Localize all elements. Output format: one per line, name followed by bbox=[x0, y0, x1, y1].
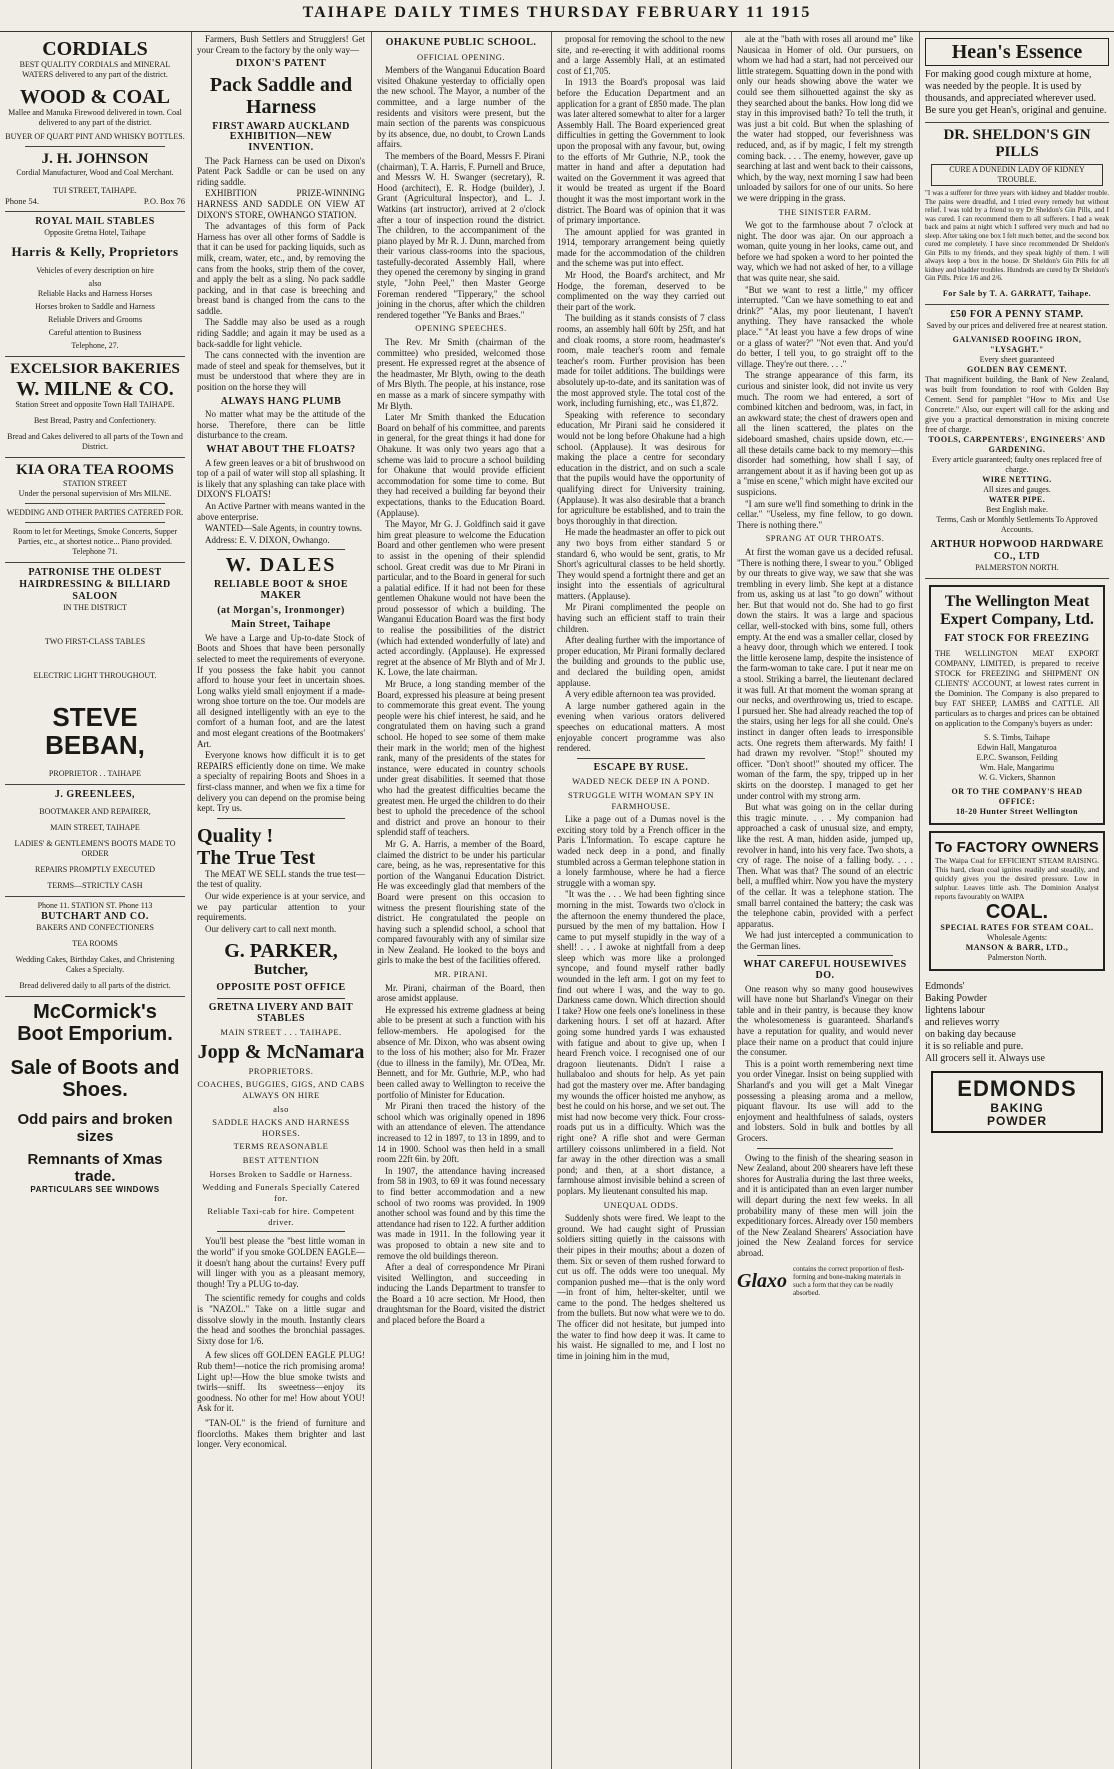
edmonds-line: on baking day because bbox=[925, 1028, 1016, 1040]
article-paragraph: We had just intercepted a communication to the German lines. bbox=[737, 930, 913, 951]
royal-also: also bbox=[88, 279, 102, 288]
article-paragraph: One reason why so many good housewives will have none but Sharland's Vinegar on their table and in their pantry, is because they know the wholesomeness is guaranteed. Sharland's have a reputation for quality, and would never place their name on a product that could injure the consumer. bbox=[737, 983, 913, 1058]
penny-line: WATER PIPE. bbox=[988, 494, 1046, 504]
sheldon-sale: For Sale by T. A. GARRATT, Taihape. bbox=[942, 288, 1092, 298]
beban-proprietor: PROPRIETOR . . TAIHAPE bbox=[48, 769, 142, 778]
meat-buyer: W. G. Vickers, Shannon bbox=[978, 772, 1056, 782]
waipa-title: To FACTORY OWNERS bbox=[935, 838, 1099, 856]
article-paragraph: "It was the . . . We had been fighting since morning in the mist. Towards two o'clock in the afternoon the enemy thundered the place, pursued by the men of my battalion. How I came to put myself stupidly in the way of a shell! . . . I awoke at nightfall from a deep sleep which was more like a prolonged syncope, and found myself rather badly wounded in the left arm. I got on my feet to find out where I was, and the way to go. Darkness came down. Which direction should I take? How one feels one's loneliness in these darkening hours. I set off at hazard. After going some hundred yards I was exhausted with fatigue and about to give up, when I heard French voice. I recognised one of our dragoon lieutenants. Didn't I raise a hullabaloo and shouts for help. As yet pain had got the mastery over me. After bandaging my wounds the officer hoisted me anyhow, as best he could on his horse, and we set out. The mist had now become very thick. Four cross-roads put us in a difficulty. Which was the right one? A rifle shot and were German artillery coissons unlimbered in a field. Not far away in the other direction was a small pond; and then, at a short distance, a farmhouse almost invisible behind a screen of poplars. My lieutenant consulted his map. bbox=[557, 889, 725, 1196]
kia-ora-ad bbox=[5, 458, 185, 563]
dixon-paragraph: Address: E. V. DIXON, Owhango. bbox=[205, 534, 330, 545]
golden-eagle-ad: You'll best please the "best little woman in the world" if you smoke GOLDEN EAGLE—it doesn't hang about the curtains! Every puff will linger with you as a pleasant memory, though! Try a PLUG to-day. bbox=[197, 1236, 365, 1289]
waipa-line: SPECIAL RATES FOR STEAM COAL. bbox=[940, 922, 1094, 932]
article-subtitle: STRUGGLE WITH WOMAN SPY IN FARMHOUSE. bbox=[567, 789, 714, 811]
waipa-line: Wholesale Agents: bbox=[986, 932, 1048, 942]
penny-line: Every sheet guaranteed bbox=[979, 354, 1055, 364]
article-paragraph: Like a page out of a Dumas novel is the exciting story told by a French officer in the Paris L'Information. To escape capture he waded neck deep in a pond, and finally stumbled across a German telephone station in a lonely farmhouse, where he had a fierce struggle with a woman spy. bbox=[557, 814, 725, 888]
article-paragraph: ale at the "bath with roses all around me" like Nausicaa in Homer of old. Our pursuers, on whom we had had a start, had not perceived our little strategem. Squatting down in the pond with only our heads showing above the water we could see them silhouetted against the sky as they searched about the banks. How long did we stay in this improvised bath? To tell the truth, it was just a bit cold. But when the splashing of the water had stopped, our feverishness was reduced, and, as if by magic, I felt my strength coming back. . . . The enemy, however, gave up searching at last and went back to their caissons, which, by the way, next morning I saw had been unloaded by sailors for one of our units. So here we were dripping in the grass. bbox=[737, 34, 913, 203]
mccormick-line: PARTICULARS SEE WINDOWS bbox=[30, 1185, 160, 1194]
royal-line: Reliable Hacks and Harness Horses bbox=[37, 289, 153, 298]
dixon-paragraph: An Active Partner with means wanted in the above enterprise. bbox=[197, 500, 365, 522]
edmonds-brand: EDMONDS bbox=[957, 1075, 1077, 1101]
gretna-line: SADDLE HACKS AND HARNESS HORSES. bbox=[212, 1117, 350, 1138]
royal-owners: Harris & Kelly, Proprietors bbox=[11, 244, 179, 259]
article-paragraph: After dealing further with the importance of proper education, Mr Pirani formally declared the building and grounds to the public use, and declared the building open, amidst applause. bbox=[557, 635, 725, 688]
greenlees-line: REPAIRS PROMPTLY EXECUTED bbox=[35, 865, 155, 874]
article-paragraph: Mr Bruce, a long standing member of the Board, expressed his pleasure at being present to commemorate this great event. The young people were his chief interest, he said, and he congratulated them on having such a grand school. He hoped to see some of them make their mark in the world; men of the highest rank, many of the presidents of the states for instance, were educated in country schools under great disabilities. It seemed that those who had the greatest difficulties became the greatest men. He urged the children to do their best to uphold the precedence of the school and district and prove an honour to their splendid staff of teachers. bbox=[377, 679, 545, 838]
article-paragraph: Mr Pirani complimented the people on having such an efficient staff to train their children. bbox=[557, 602, 725, 634]
greenlees-line: TERMS—STRICTLY CASH bbox=[47, 881, 143, 890]
meat-address: 18-20 Hunter Street Wellington bbox=[956, 806, 1078, 816]
gretna-line: Wedding and Funerals Specially Catered for. bbox=[202, 1182, 360, 1203]
hopwood-hardware-ad bbox=[925, 305, 1109, 579]
article-paragraph: "But we want to rest a little," my officer interrupted. "Can we have something to eat and drink?" "Alas, my poor lieutenant, I haven't anything. They have ransacked the whole place." "At least you have a few drops of wine or a glass of water?" "Not even that. And you'd do better, I tell you, to go straight off to the village. They're out there. . . ." bbox=[737, 284, 913, 369]
royal-line: Horses broken to Saddle and Harness bbox=[35, 302, 155, 311]
glaxo-note: contains the correct proportion of flesh-forming and bone-making materials in such a form that they can be readily absorbed. bbox=[793, 1264, 905, 1297]
article-paragraph: Members of the Wanganui Education Board visited Ohakune yesterday to officially open the new school. The Mayor, a number of the committee, and a large number of the residents and visitors were present, but the main section of the parents was conspicuous by its absence, due, no doubt, to Crown Lands affairs. bbox=[377, 65, 545, 150]
masthead: TAIHAPE DAILY TIMES THURSDAY FEBRUARY 11 1915 bbox=[0, 0, 1114, 32]
dixon-paragraph: A few green leaves or a bit of brushwood on top of a pail of water will stop all splashing. It is likely that any splashing can take place with DIXON'S FLOATS! bbox=[197, 457, 365, 500]
mccormick-line: Boot Emporium. bbox=[17, 1023, 173, 1045]
meat-buyer: Wm. Hale, Mangarimu bbox=[979, 762, 1055, 772]
quality-paragraph: Our delivery cart to call next month. bbox=[205, 923, 337, 934]
waipa-name: MANSON & BARR, LTD., bbox=[965, 942, 1069, 952]
johnson-trade: Cordial Manufacturer, Wood and Coal Merchant. bbox=[16, 168, 174, 177]
dixon-intro: Farmers, Bush Settlers and Strugglers! Get your Cream to the factory by the only way— bbox=[197, 34, 365, 55]
quality-paragraph: The MEAT WE SELL stands the true test—the test of quality. bbox=[197, 868, 365, 890]
sheldon-sub: CURE A DUNEDIN LADY OF KIDNEY TROUBLE. bbox=[931, 164, 1103, 186]
hopwood-town: PALMERSTON NORTH. bbox=[975, 562, 1059, 572]
beban-name: STEVE BEBAN, bbox=[45, 702, 145, 760]
column-2-ads bbox=[192, 32, 370, 1769]
penny-line: WIRE NETTING. bbox=[982, 474, 1052, 484]
wood-coal-body: Mallee and Manuka Firewood delivered in town. Coal delivered to any part of the district. bbox=[8, 108, 182, 127]
parker-opp: OPPOSITE POST OFFICE bbox=[216, 982, 346, 994]
dixon-paragraph: The Pack Harness can be used on Dixon's Patent Pack Saddle or can be used on any riding saddle. bbox=[197, 155, 365, 187]
penny-body: That magnificent building, the Bank of New Zealand, was built from foundation to roof with Golden Bay Cement. Send for pamphlet "How to Mix and Use Concrete." Also, our expert will call for the asking and give you a practical demonstration in mixing concrete free of charge. bbox=[925, 374, 1109, 434]
billiard-line: HAIRDRESSING & BILLIARD bbox=[19, 579, 171, 590]
billiard-line: PATRONISE THE OLDEST bbox=[28, 567, 162, 578]
mccormick-ad bbox=[5, 997, 185, 1200]
gretna-line: BEST ATTENTION bbox=[242, 1154, 320, 1165]
article-paragraph: A very edible afternoon tea was provided. bbox=[565, 689, 716, 700]
dixon-paragraph: The Saddle may also be used as a rough riding Saddle; and again it may be used as a back-saddle for light vehicle. bbox=[197, 317, 365, 349]
article-paragraph: Owing to the finish of the shearing season in New Zealand, about 200 shearers have left these shores for Australia during the last three weeks, and it is anticipated than an even larger number will depart during the next few weeks. In all probability many of these men will join the expeditionary forces. Already over 150 members of the New Zealand Shearers' Association have joined the New Zealand forces for service abroad. bbox=[737, 1152, 913, 1258]
dixon-paragraph: The cans connected with the invention are made of steel and speak for themselves, but it must be understood that where they are in position on the horse they will bbox=[197, 350, 365, 393]
bottle-buyer: BUYER OF QUART PINT AND WHISKY BOTTLES. bbox=[5, 132, 185, 141]
dixon-award: FIRST AWARD AUCKLAND EXHIBITION—NEW INVENTION. bbox=[212, 120, 350, 153]
royal-mail-stables-ad bbox=[5, 212, 185, 357]
dixon-hang: ALWAYS HANG PLUMB bbox=[220, 395, 342, 407]
cordials-body: BEST QUALITY CORDIALS and MINERAL WATERS delivered to any part of the district. bbox=[19, 60, 171, 79]
mccormick-line: McCormick's bbox=[33, 1001, 157, 1023]
parker-name: G. PARKER, bbox=[224, 940, 338, 963]
kiaora-street: STATION STREET bbox=[62, 479, 128, 488]
article-paragraph: proposal for removing the school to the new site, and re-erecting it with additional rooms and a large Assembly Hall, at an estimated cost of £1,705. bbox=[557, 34, 725, 76]
article-paragraph: The building as it stands consists of 7 class rooms, an assembly hall 60ft by 25ft, and hat and cloak rooms, a store room, headmaster's room, male teacher's room and female teacher's room. Further provision has been made for toilet additions. The buildings were absolutely up-to-date, and its sanitation was of the most approved style. The total cost of the work, including furnishing, etc., was £1,872. bbox=[557, 313, 725, 409]
dales-title: W. DALES bbox=[225, 554, 337, 577]
mccormick-line: Sale of Boots and bbox=[10, 1057, 180, 1079]
article-subhead: MR. PIRANI. bbox=[434, 969, 488, 980]
dixon-product: Pack Saddle and Harness bbox=[209, 73, 353, 118]
kiaora-under: Under the personal supervision of Mrs MILNE. bbox=[18, 489, 172, 498]
edmonds-line: and relieves worry bbox=[925, 1016, 1000, 1028]
johnson-street: TUI STREET, TAIHAPE. bbox=[53, 186, 137, 195]
butchart-line: TEA ROOMS bbox=[72, 939, 118, 948]
billiard-line: IN THE DISTRICT bbox=[63, 603, 127, 612]
article-paragraph: Mr Hood, the Board's architect, and Mr Hodge, the foreman, deserved to be complimented on the way they carried out their part of the work. bbox=[557, 270, 725, 312]
article-paragraph: Mr. Pirani, chairman of the Board, then arose amidst applause. bbox=[377, 982, 545, 1004]
johnson-box: P.O. Box 76 bbox=[143, 196, 185, 206]
milne-line: Bread and Cakes delivered to all parts of the Town and District. bbox=[7, 432, 183, 451]
billiard-saloon-ad bbox=[5, 563, 185, 785]
dixon-brand: DIXON'S PATENT bbox=[235, 58, 327, 70]
glaxo-logo: Glaxo bbox=[737, 1269, 787, 1292]
greenlees-ad bbox=[5, 785, 185, 897]
johnson-phone: Phone 54. bbox=[5, 196, 39, 206]
penny-line: GOLDEN BAY CEMENT. bbox=[966, 364, 1068, 374]
sheldon-title: DR. SHELDON'S GIN PILLS bbox=[943, 127, 1091, 160]
penny-sub: Saved by our prices and delivered free at nearest station. bbox=[926, 320, 1108, 330]
dixon-paragraph: WANTED—Sale Agents, in country towns. bbox=[205, 523, 362, 534]
mccormick-line: Remnants of Xmas trade. bbox=[27, 1151, 163, 1185]
edmonds-line: Baking Powder bbox=[925, 992, 987, 1004]
gretna-line: PROPRIETORS. bbox=[248, 1065, 314, 1076]
article-paragraph: In 1907, the attendance having increased from 58 in 1903, to 69 it was found necessary to find better accommodation and a new school of two rooms was provided. In 1909 another school was found and by this time the attendance had risen to 122. A further addition was made in 1911. In the following year it was proposed to obtain a new site and to remove the old buildings thereon. bbox=[377, 1165, 545, 1261]
mccormick-line: sizes bbox=[76, 1128, 114, 1145]
penny-line: Terms, Cash or Monthly Settlements To Approved Accounts. bbox=[936, 514, 1098, 534]
article-subhead: OPENING SPEECHES. bbox=[415, 323, 507, 334]
article-paragraph: A large number gathered again in the evening when various orators delivered speeches on educational matters. A most enjoyable concert programme was also rendered. bbox=[557, 700, 725, 754]
penny-line: GALVANISED ROOFING IRON, "LYSAGHT." bbox=[952, 334, 1082, 354]
article-title: OHAKUNE PUBLIC SCHOOL. bbox=[385, 37, 537, 48]
royal-line: Careful attention to Business bbox=[48, 328, 142, 337]
milne-name: W. MILNE & CO. bbox=[16, 378, 174, 400]
meat-buyer: S. S. Timbs, Taihape bbox=[984, 732, 1050, 742]
penny-line: All sizes and gauges. bbox=[983, 484, 1051, 494]
meat-buyer: Edwin Hall, Mangaturoa bbox=[977, 742, 1057, 752]
edmonds-brand-line: POWDER bbox=[987, 1113, 1047, 1128]
article-paragraph: Suddenly shots were fired. We leapt to the ground. We had caught sight of Prussian soldiers sitting quietly in the caissons with their pipes in their mouths; about a dozen of them. Six or seven of them rushed forward to cut us off. The odds were too unequal. My companion pushed me—that is the only word—in front of him, helter-skelter, until we came to the pond. The hedges sheltered us from the bullets. But now what were we to do. The officer did not hesitate, but jumped into the water to find how deep it was. It came to his waist. He signalled to me, and I lost no time in joining him in the mud, bbox=[557, 1213, 725, 1361]
dales-paragraph: Everyone knows how difficult it is to get REPAIRS efficiently done on time. We make a specialty of repairing Boots and Shoes in a first-class manner, and when we fix a time for delivery you can depend on the promise being kept. Try us. bbox=[197, 750, 365, 814]
hean-title: Hean's Essence bbox=[925, 38, 1109, 66]
edmonds-line: Edmonds' bbox=[925, 980, 965, 992]
gretna-line: Reliable Taxi-cab for hire. Competent driver. bbox=[207, 1206, 355, 1227]
article-paragraph: Speaking with reference to secondary education, Mr Pirani said he considered it would not be long before Ohakune had a high school. (Applause). It was desirous for making the place a centre for secondary education in the district, and on such a scale that the pupils would have the opportunity of qualifying direct for University training. (Applause). It was also desirable that a branch for agriculture be established, and to train the boys thoroughly in that direction. bbox=[557, 409, 725, 526]
glaxo-ad bbox=[737, 1265, 913, 1297]
greenlees-line: LADIES' & GENTLEMEN'S BOOTS MADE TO ORDER bbox=[14, 839, 176, 858]
edmonds-brand-line: BAKING bbox=[990, 1100, 1044, 1115]
waipa-body: The Waipa Coal for EFFICIENT STEAM RAISING. This hard, clean coal ignites readily and steadily, and quickly gives you the desired pressure. Low in sulphur. Leaves little ash. The Dominion Analyst reports favourably on WAIPA bbox=[935, 855, 1099, 901]
penny-line: Every article guaranteed; faulty ones replaced free of charge. bbox=[932, 454, 1102, 474]
tanol-ad: "TAN-OL" is the friend of furniture and floorcloths. Makes them brighter and last longer. Very economical. bbox=[197, 1417, 365, 1450]
nazol-ad: The scientific remedy for coughs and colds is "NAZOL." Take on a little sugar and dissolve slowly in the mouth. Instantly clears the head and soothes the bronchial passages. Sixty dose for 1/6. bbox=[197, 1293, 365, 1346]
meat-buyer: E.P.C. Swanson, Feilding bbox=[976, 752, 1058, 762]
gretna-line: Horses Broken to Saddle or Harness. bbox=[209, 1168, 353, 1179]
billiard-line: TWO FIRST-CLASS TABLES bbox=[44, 637, 146, 646]
column-1-ads bbox=[0, 32, 190, 1769]
article-paragraph: "I am sure we'll find something to drink in the cellar." "Useless, my fine fellow, to go down. There is nothing there." bbox=[737, 498, 913, 530]
parker-trade: Butcher, bbox=[253, 962, 309, 979]
dales-line: RELIABLE BOOT & SHOE MAKER bbox=[213, 579, 349, 601]
column-4-article bbox=[552, 32, 730, 1769]
column-3-article bbox=[372, 32, 550, 1769]
article-paragraph: But what was going on in the cellar during this tragic minute. . . . My companion had approached a cask of unusual size, and empty, like the rest. A man, hidden aside, jumped up, revolver in hand, into his very face. Two shots, a cry of rage. The noise of a falling body. . . . Then. What was that? The sound of an electric bell, a muffled whirr. Now you have the mystery of the cellar. It was a telephone station. The small barrel contained the battery; the cask was the telephone cabin, provided with a perfect apparatus. bbox=[737, 802, 913, 929]
article-paragraph: He expressed his extreme gladness at being able to be present at such a function with his fellow-members. He apologised for the absence of Mr. Dixon, who was absent owing to the loss of his mother; also for Mr. Frazer (due to illness in the family), Mr. O'Dea, Mr. Bennett, and for Mr. Guthrie, M.P., who had been called away to Wellington to receive the portfolio of Minister for Education. bbox=[377, 1004, 545, 1100]
royal-telephone: Telephone, 27. bbox=[71, 341, 119, 350]
greenlees-name: J. GREENLEES, bbox=[54, 789, 136, 800]
meat-line: FAT STOCK FOR FREEZING bbox=[944, 632, 1090, 644]
gretna-main: MAIN STREET . . . TAIHAPE. bbox=[220, 1027, 342, 1038]
article-paragraph: This is a point worth remembering next time you order Vinegar. Insist on being supplied with Sharland's and you will get a Malt Vinegar possessing a pleasing aroma and a mellow, piquant flavour. Its use will add to the enjoyment and healthfulness of salads, oysters and lobsters. Sold in bulk and bottles by all Grocers. bbox=[737, 1058, 913, 1143]
quality-paragraph: Our wide experience is at your service, and we pay particular attention to your requirements. bbox=[197, 891, 365, 923]
dixon-paragraph: EXHIBITION PRIZE-WINNING HARNESS AND SADDLE ON VIEW AT DIXON'S STORE, OWHANGO STATION. bbox=[197, 188, 365, 220]
dales-line: (at Morgan's, Ironmonger) bbox=[217, 604, 345, 616]
edmonds-line: it is so reliable and pure. bbox=[925, 1040, 1024, 1052]
kiaora-title: KIA ORA TEA ROOMS bbox=[16, 462, 174, 478]
excelsior-bakeries-ad bbox=[5, 357, 185, 458]
butchart-line: Bread delivered daily to all parts of the district. bbox=[19, 981, 171, 990]
gretna-also: also bbox=[273, 1103, 289, 1114]
mccormick-line: Odd pairs and broken bbox=[17, 1111, 173, 1128]
butchart-name: BUTCHART AND CO. bbox=[41, 911, 149, 922]
butchart-line: BAKERS AND CONFECTIONERS bbox=[36, 923, 154, 932]
butchart-phone: Phone 11. STATION ST. Phone 113 bbox=[37, 901, 153, 910]
dales-line: Main Street, Taihape bbox=[231, 619, 331, 631]
royal-line: Vehicles of every description on hire bbox=[36, 266, 154, 275]
quality-title: Quality ! bbox=[197, 824, 274, 847]
edmonds-line: lightens labour bbox=[925, 1004, 985, 1016]
column-6-ads bbox=[920, 32, 1114, 1769]
article-paragraph: We got to the farmhouse about 7 o'clock at night. The door was ajar. On our approach a woman, quite young in her looks, came out, and before we had spoken a word to her pointed the way, which we had not asked of her, to a village that was quite near, she said. bbox=[737, 220, 913, 284]
gretna-line: COACHES, BUGGIES, GIGS, AND CABS ALWAYS ON HIRE bbox=[197, 1079, 365, 1100]
mccormick-line: Shoes. bbox=[62, 1079, 128, 1101]
edmonds-ad bbox=[925, 977, 1109, 1144]
butchart-line: Wedding Cakes, Birthday Cakes, and Christening Cakes a Specialty. bbox=[15, 955, 175, 974]
article-paragraph: He made the headmaster an offer to pick out any two boys from either standard 5 or standard 6, who would be sent, gratis, to Mr Short's agricultural classes to be held shortly. They would spend a fortnight there and get an insight into the essentials of agricultural matters. (Applause). bbox=[557, 527, 725, 601]
billiard-line: SALOON bbox=[72, 591, 118, 602]
butchart-ad bbox=[5, 897, 185, 997]
penny-line: TOOLS, CARPENTERS', ENGINEERS' AND GARDENING. bbox=[928, 434, 1106, 454]
meat-title: The Wellington Meat Expert Company, Ltd. bbox=[940, 592, 1094, 628]
royal-opp: Opposite Gretna Hotel, Taihape bbox=[44, 228, 146, 237]
dixon-floats: WHAT ABOUT THE FLOATS? bbox=[206, 444, 356, 455]
article-title: WHAT CAREFUL HOUSEWIVES DO. bbox=[743, 959, 907, 982]
kiaora-wedding: WEDDING AND OTHER PARTIES CATERED FOR. bbox=[6, 508, 184, 517]
edmonds-line: All grocers sell it. Always use bbox=[925, 1052, 1045, 1064]
dixon-paragraph: The advantages of this form of Pack Harness has over all other forms of Saddle is that it can be used for packing liquids, such as milk, cream, water, etc., and, by removing the cans from the hooks, strip them of the cover, and apply the belt as a sling. No pack saddle packing, and in that case is breeching and breast band is changed from the cans to the saddle. bbox=[197, 221, 365, 316]
hean-body: For making good cough mixture at home, was needed by the people. It is used by thousands, and appreciated wherever used. Be sure you get Hean's, original and genuine. bbox=[925, 69, 1107, 116]
hopwood-name: ARTHUR HOPWOOD HARDWARE CO., LTD bbox=[930, 538, 1104, 562]
milne-line: Best Bread, Pastry and Confectionery. bbox=[33, 416, 157, 425]
article-paragraph: The amount applied for was granted in 1914, temporary arrangement being quietly made for the accommodation of the children and the scheme was put into effect. bbox=[557, 226, 725, 269]
article-subhead: SPRANG AT OUR THROATS. bbox=[765, 533, 885, 544]
milne-address: Station Street and opposite Town Hall TAIHAPE. bbox=[15, 400, 175, 409]
article-subhead: UNEQUAL ODDS. bbox=[603, 1199, 679, 1210]
penny-title: £50 FOR A PENNY STAMP. bbox=[950, 308, 1084, 320]
excelsior-title: EXCELSIOR BAKERIES bbox=[10, 361, 180, 377]
article-paragraph: The Rev. Mr Smith (chairman of the committee) who presided, welcomed those present. He expressed regret at the absence of the headmaster, Mr Blyth, owing to the death of Mrs Blyth. The people, at his instance, rose en masse as a mark of sincere sympathy with Mr Blyth. bbox=[377, 337, 545, 411]
article-paragraph: The strange appearance of this farm, its curious and sinister look, did not invite us very much. The room we had entered, a sort of combined kitchen and bedroom, was, in fact, in an awkward state; the chest of drawers open and all the linen scattered, the plates on the sideboard smashed, chairs upside down, etc.—all these details came back to my memory—this disorder had something, how shall I say, of arrangement about it as if having been got up as a "mise en scene," which might have excited our suspicions. bbox=[737, 370, 913, 497]
cordials-title: CORDIALS bbox=[42, 38, 148, 60]
edmonds-logo bbox=[931, 1071, 1103, 1133]
golden-eagle-ad: A few slices off GOLDEN EAGLE PLUG! Rub them!—notice the rich promising aroma! Light up!—How the blue smoke twists and twirls—sniff. Its sweetness—enjoy its goodness. No other for me! How about YOU! Ask for it. bbox=[197, 1350, 365, 1414]
dales-paragraph: We have a Large and Up-to-date Stock of Boots and Shoes that have been personally selected to meet the requirements of everyone. If you possess the fake habit you cannot afford to house your feet in uncertain shoes. Long walks yield small enjoyment if a made-wrong shoe torture on the toe. Our models are all designed intelligently with an eye to the comfort of a human foot, and are the latest and most elegant creations of the Bootmakers' Art. bbox=[197, 632, 365, 749]
article-paragraph: The Mayor, Mr G. J. Goldfinch said it gave him great pleasure to welcome the Education Board and other gentlemen who were present to assist in the opening of their splendid school. Great credit was due to Mr Pirani in particular, and to the Board in general for such a palatial edifice. If it had not been for these gentlemen Ohakune would not have been the proud possessor of which a building. The Wanganui Education Board was the first body to realise the possibilities of the district (which had extended wonderfully of late) and acted accordingly. (Applause). He expressed regret at the absence of Mr Blyth and of Mr J. K. Lowe, the late chairman. bbox=[377, 519, 545, 678]
article-paragraph: The members of the Board, Messrs F. Pirani (chairman), T. A. Harris, F. Purnell and Bruce, and Messrs W. H. Swanger (secretary), R. Hood (architect), E. R. Hodge (builder), J. Grant (Agricultural Inspector), and L. J. Watkins (art instructor), arrived at 2 o'clock after a tour of inspection round the district. The children, to the accompaniment of the piano played by Mr R. J. Dunn, marched from their various class-rooms into the spacious, tastefully-decorated Assembly Hall, where they opened the ceremony by singing in grand style, "John Peel," then Master George Foreman rendered "Tipperary," the school joining in the chorus, after which the children rendered together "Ye Banks and Braes." bbox=[377, 150, 545, 320]
article-subtitle: WADED NECK DEEP IN A POND. bbox=[572, 776, 710, 787]
article-paragraph: After a deal of correspondence Mr Pirani visited Wellington, and succeeding in inducing the Lands Department to transfer to the Board a 10 acre section. Mr Hood, then draughtsman for the Board, visited the district and placed before the Board a bbox=[377, 1262, 545, 1326]
waipa-coal-ad bbox=[929, 831, 1105, 971]
greenlees-line: MAIN STREET, TAIHAPE bbox=[50, 823, 140, 832]
wellington-meat-ad bbox=[929, 585, 1105, 825]
sheldon-body: "I was a sufferer for three years with kidney and bladder trouble. The pains were dreadful, and I tried every remedy but without relief. I was told by a friend to try Dr Sheldon's Gin Pills, and I was cured. I can recommend them to all sufferers. I had a weak back and pains at night which I suffered very much and had no sleep. After taking one box I felt much better, and the second box cured me completely. I have since recommended Dr Sheldon's Gin Pills to my friends, and they speak highly of them. I will always keep a box in the house. Dr Sheldon's Gin Pills for all kidney and bladder troubles. Hundreds are cured by Dr Sheldon's Gin Pills. Price 1/6 and 2/6. bbox=[925, 189, 1109, 282]
cordials-ad bbox=[5, 34, 185, 212]
article-paragraph: At first the woman gave us a decided refusal. "There is nothing there, I swear to you." Obliged by our threats to give way, we saw that she was trembling in every limb. She kept at a distance from us, asking us at last "to go down" without her. But that would not do. She had to go first down the stairs. It was a large and spacious cellar, well-stocked with bins, some full, others empty. At the end was a smaller cellar, closed by a heavy door, through which we entered. I took the little kerosene lamp, despite the insistence of the farm-woman to take care. I put it near me on a stool. Striking a barrel, the lieutenant declared it was full. At that moment the woman sprang at our necks, and overthrowing us, tried to escape. I pursued her. She had already reached the top of the stairs, using her legs for all she could. One's instinct in danger often leads to irresponsible acts. One regrets them afterwards. My faith! I had drawn my revolver. "Stop!" shouted my officer. "Don't shoot!" shouted my officer. The woman of the farm, the spy, tripped up in her skirts on the doorstep. I managed to get her under control with my strong arm. bbox=[737, 546, 913, 801]
article-subtitle: OFFICIAL OPENING. bbox=[417, 51, 505, 62]
penny-line: Best English make. bbox=[986, 504, 1048, 514]
meat-office: OR TO THE COMPANY'S HEAD OFFICE: bbox=[951, 786, 1083, 806]
kiaora-rooms: Room to let for Meetings, Smoke Concerts, Supper Parties, etc., at shortest notice... Piano provided. bbox=[12, 527, 178, 546]
meat-body: THE WELLINGTON MEAT EXPORT COMPANY, LIMITED, is prepared to receive STOCK for FREEZING and SHIPMENT ON CLIENTS' ACCOUNT, at lowest rates current in the Dominion. The Company is also prepared to buy FAT SHEEP, LAMBS and CATTLE. All particulars as to charges and prices can be obtained on application to the Company's buyers as under: bbox=[935, 648, 1099, 728]
kiaora-telephone: Telephone 71. bbox=[72, 547, 118, 556]
article-paragraph: Later Mr Smith thanked the Education Board on behalf of his committee, and parents in general, for the great things it had done for Ohakune. It was only two years ago that a scheme was laid to procure a school building for Ohakune that would provide efficient accommodation for some time to come. But they had received a building far beyond their expectations, thanks to the Education Board. (Applause). bbox=[377, 412, 545, 518]
billiard-line: ELECTRIC LIGHT THROUGHOUT. bbox=[33, 671, 157, 680]
article-subhead: THE SINISTER FARM. bbox=[778, 206, 872, 217]
article-paragraph: Mr G. A. Harris, a member of the Board, claimed the district to be under his particular care, being, as he was, representative for this portion of the Wanganui Education District. He was exceedingly glad that members of the Board were present on this occasion to witness the present flourishing state of the district. He congratulated the people on having such a splendid school, a school that compared favourably with any of similar size in New Zealand. He looked to the boys and girls to make the best of the facilities offered. bbox=[377, 838, 545, 966]
article-paragraph: In 1913 the Board's proposal was laid before the Education Department and an application for a grant of £850 made. The plan was later altered somewhat to alter for a larger Assembly Hall. The Board experienced great difficulties in getting the Government to look upon the proposal with any favour, but, owing to the efforts of Mr Guthrie, N.P., took the matter in hand and after a deputation had waited on the Government it was agreed that it would be treated as urgent if the Board thought it was the most important work in the district. The Board was of opinion that it was of primary importance. bbox=[557, 77, 725, 226]
waipa-town: Palmerston North. bbox=[987, 952, 1047, 962]
wood-coal-title: WOOD & COAL bbox=[20, 86, 170, 108]
article-paragraph: Mr Pirani then traced the history of the school which was originally opened in 1896 with an attendance of eleven. The attendance increased to 12 in 1897, to 13 in 1899, and to 14 in 1900. School was then held in a small room 22ft 6in. by 20ft. bbox=[377, 1101, 545, 1165]
royal-title: ROYAL MAIL STABLES bbox=[35, 216, 155, 227]
royal-line: Reliable Drivers and Grooms bbox=[48, 315, 142, 324]
gretna-title: GRETNA LIVERY AND BAIT STABLES bbox=[208, 1001, 354, 1024]
article-title: ESCAPE BY RUSE. bbox=[593, 761, 689, 773]
waipa-coal: COAL. bbox=[985, 900, 1049, 923]
johnson-name: J. H. JOHNSON bbox=[41, 151, 149, 167]
quality-subtitle: The True Test bbox=[197, 846, 316, 869]
greenlees-line: BOOTMAKER AND REPAIRER, bbox=[39, 807, 151, 816]
gretna-line: TERMS REASONABLE bbox=[233, 1141, 329, 1152]
column-5-article bbox=[732, 32, 918, 1769]
jopp-name: Jopp & McNamara bbox=[197, 1040, 365, 1063]
gin-pills-ad bbox=[925, 123, 1109, 305]
heans-essence-ad bbox=[925, 34, 1109, 123]
dixon-paragraph: No matter what may be the attitude of the horse. Therefore, there can be little disturbance to the cream. bbox=[197, 409, 365, 441]
